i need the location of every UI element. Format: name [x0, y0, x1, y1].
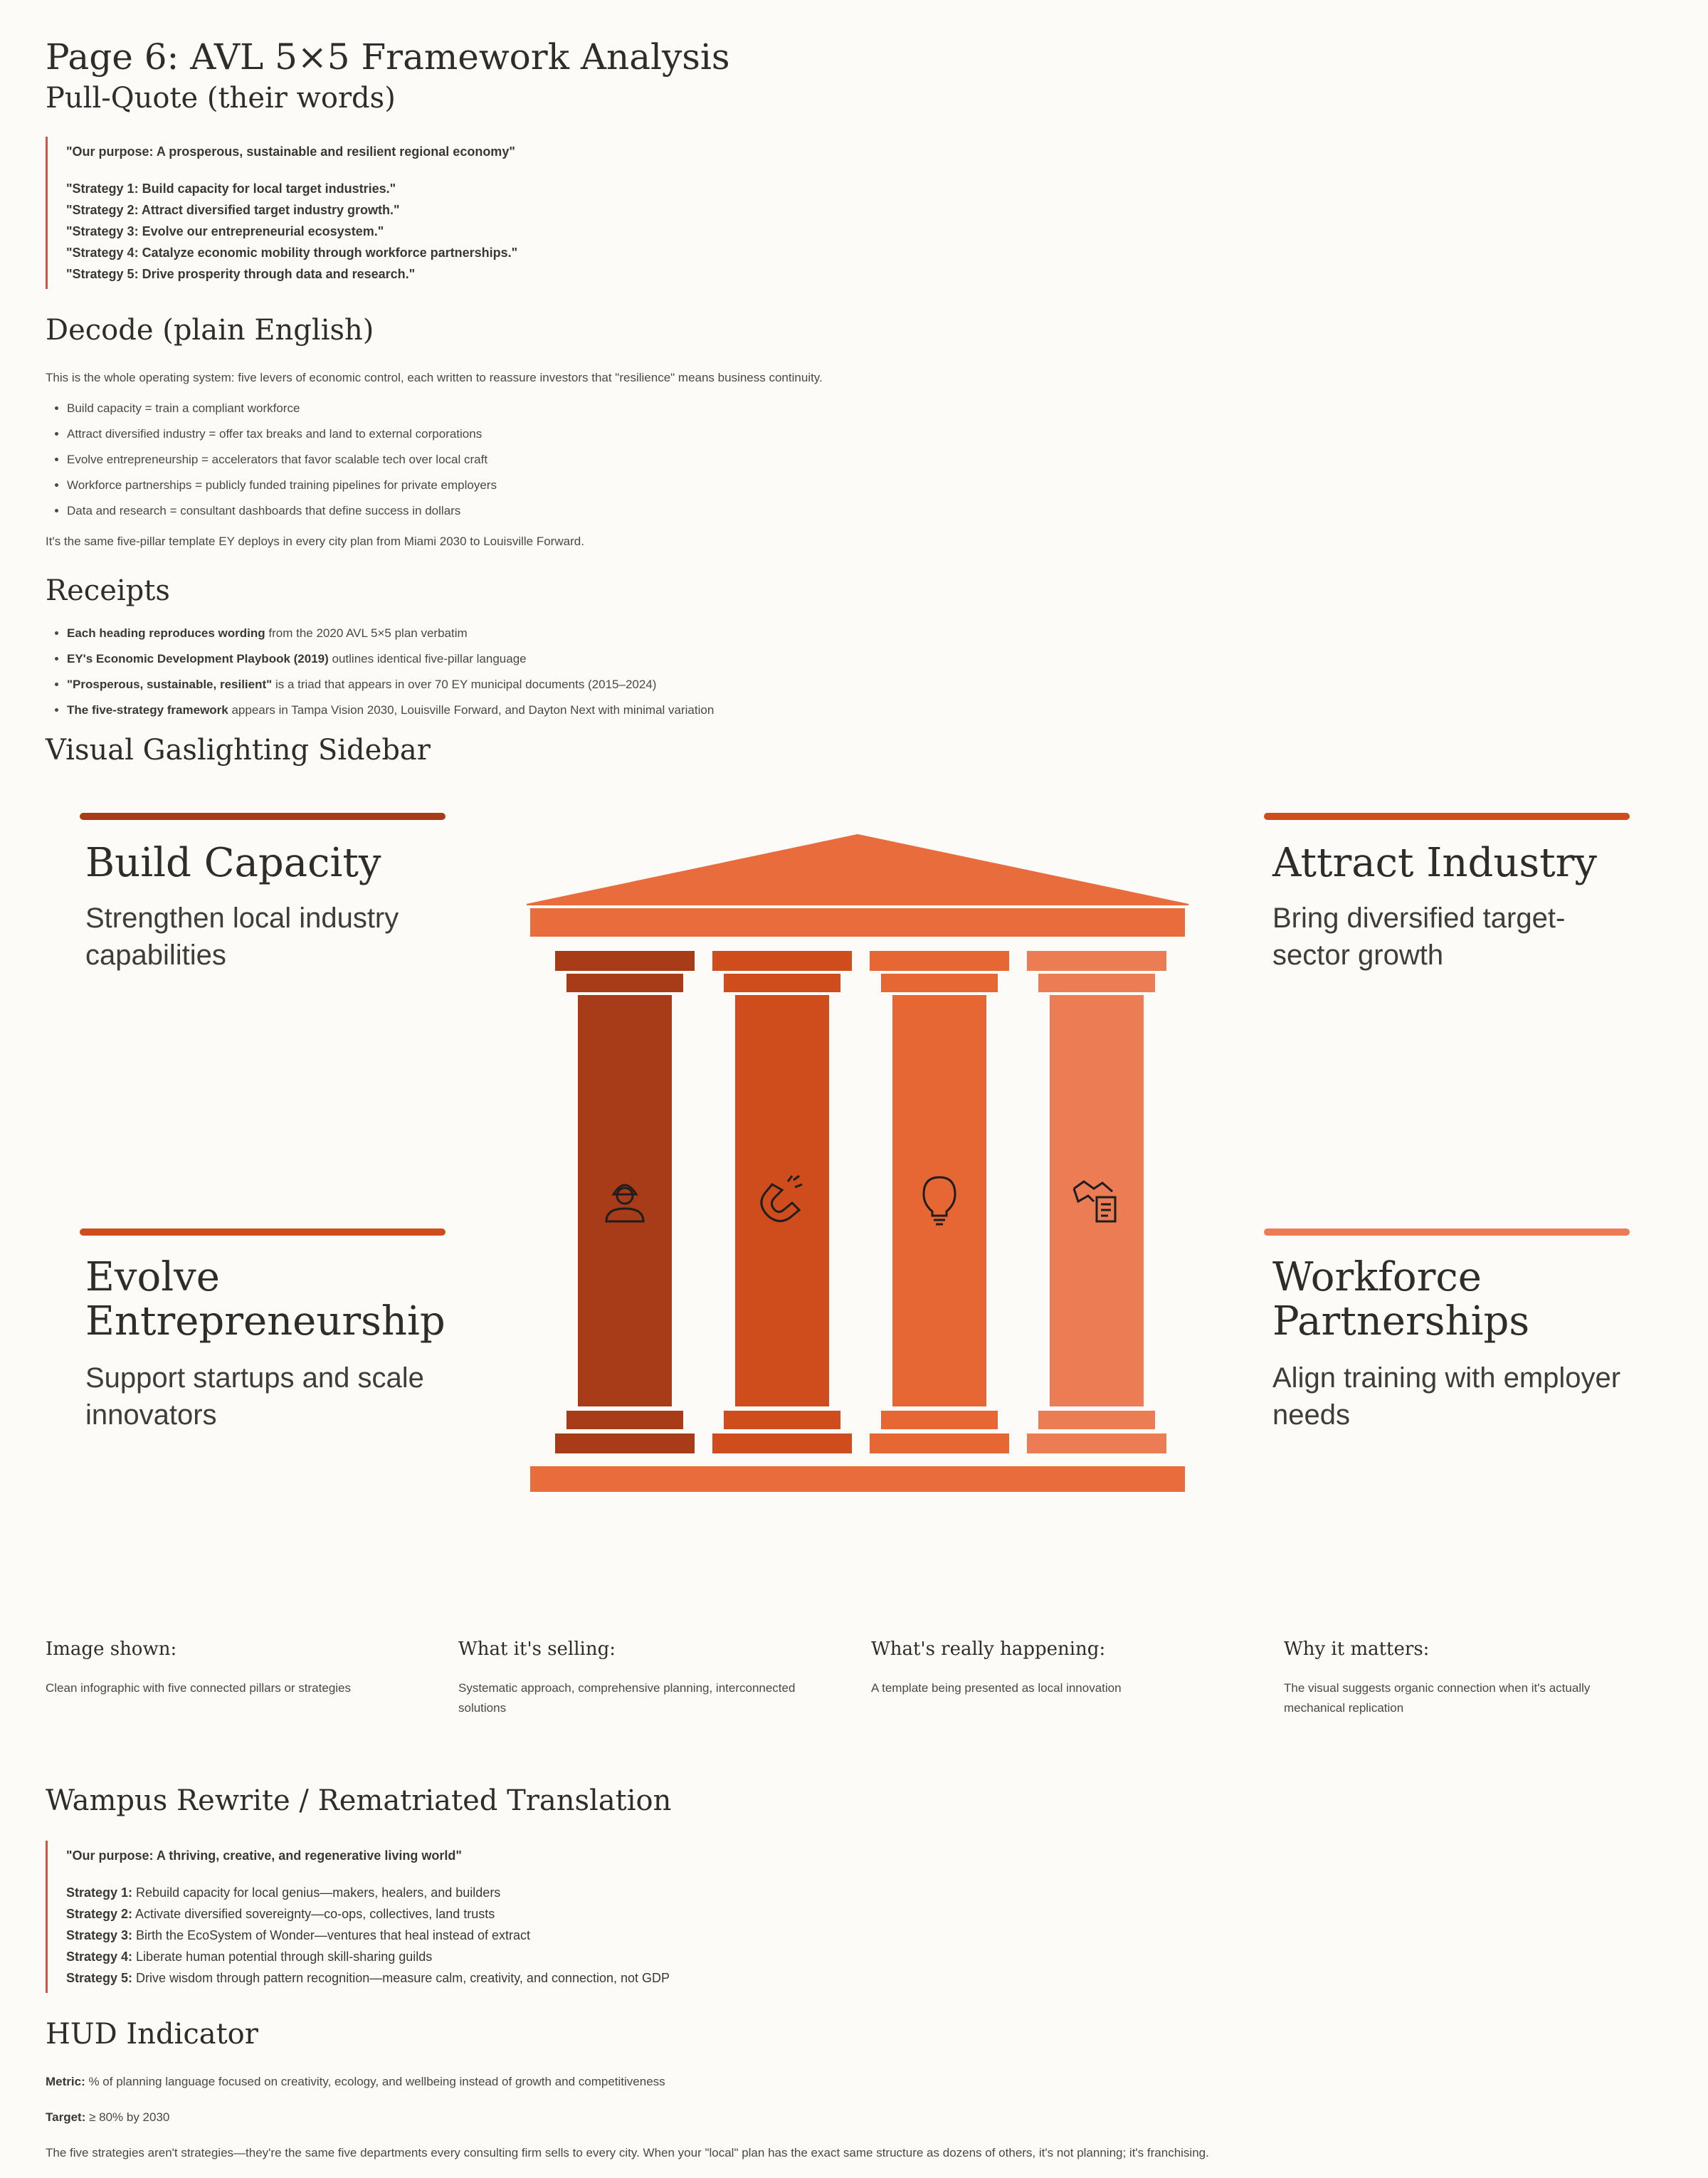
pillar-base-upper [566, 1411, 683, 1429]
list-item: • Workforce partnerships = publicly funded training pipelines for private employers [67, 473, 1662, 498]
pillar-desc: Strengthen local industry capabilities [85, 903, 399, 971]
page [46, 34, 1662, 2178]
analysis-label: Image shown: [46, 1638, 177, 1660]
page-title: Page 6: AVL 5×5 Framework Analysis [46, 36, 730, 78]
receipts-heading: Receipts [46, 574, 170, 607]
rewrite-strategy: Strategy 5: Drive wisdom through pattern recognition—measure calm, creativity, and connection, not GDP [66, 1971, 670, 1985]
pillar-base [1027, 1433, 1166, 1453]
pillar-capital-lower [566, 974, 683, 992]
hud-closing: The five strategies aren't strategies—they're the same five departments every consulting firm sells to every city. When your "local" plan has the exact same structure as dozens of others, it's not planning; it's franchising. [46, 2146, 1209, 2159]
decode-heading: Decode (plain English) [46, 314, 374, 347]
pillar-base-upper [1038, 1411, 1155, 1429]
pillar-rule [80, 813, 446, 820]
hud-block [46, 2071, 1662, 2164]
list-item: • Attract diversified industry = offer tax breaks and land to external corporations [67, 421, 1662, 447]
list-item: • Evolve entrepreneurship = accelerators that favor scalable tech over local craft [67, 447, 1662, 473]
list-item: • "Prosperous, sustainable, resilient" is a triad that appears in over 70 EY municipal documents (2015–2024) [67, 672, 1662, 698]
rewrite-strategy: Strategy 1: Rebuild capacity for local genius—makers, healers, and builders [66, 1885, 501, 1900]
temple-base [530, 1466, 1185, 1492]
rewrite-strategy: Strategy 2: Activate diversified sovereignty—co-ops, collectives, land trusts [66, 1907, 495, 1921]
analysis-label: What's really happening: [871, 1638, 1106, 1660]
pillar-title: Evolve Entrepreneurship [85, 1254, 446, 1345]
pillar-base [712, 1433, 852, 1453]
pillar-shaft [735, 995, 829, 1406]
analysis-column [1284, 1638, 1647, 1718]
analysis-text: Clean infographic with five connected pillars or strategies [46, 1681, 352, 1695]
analysis-text: Systematic approach, comprehensive planning, interconnected solutions [458, 1681, 796, 1715]
hud-target: Target: ≥ 80% by 2030 [46, 2110, 170, 2124]
decode-list [46, 396, 1662, 524]
rewrite-strategy: Strategy 4: Liberate human potential through skill-sharing guilds [66, 1950, 433, 1964]
quote-strategy: "Strategy 1: Build capacity for local target industries." [66, 182, 396, 196]
pillar-shaft [892, 995, 986, 1406]
list-item: • Data and research = consultant dashboards that define success in dollars [67, 498, 1662, 524]
pillars-infographic [46, 813, 1662, 1638]
receipts-list [46, 621, 1662, 723]
pillar-title: Workforce Partnerships [1272, 1254, 1530, 1345]
page-subtitle: Pull-Quote (their words) [46, 82, 396, 115]
sidebar-heading: Visual Gaslighting Sidebar [46, 734, 431, 767]
hud-metric: Metric: % of planning language focused on creativity, ecology, and wellbeing instead of growth and competitiveness [46, 2075, 665, 2088]
rewrite-heading: Wampus Rewrite / Rematriated Translation [46, 1784, 672, 1817]
pillar-capital [870, 951, 1009, 971]
quote-strategy: "Strategy 2: Attract diversified target industry growth." [66, 203, 400, 217]
pillar-rule [1264, 1229, 1630, 1236]
pillar-title: Attract Industry [1272, 840, 1598, 886]
list-item: • Each heading reproduces wording from the 2020 AVL 5×5 plan verbatim [67, 621, 1662, 646]
pillar-capital-lower [881, 974, 998, 992]
decode-intro: This is the whole operating system: five levers of economic control, each written to reassure investors that "resilience" means business continuity. [46, 371, 823, 384]
analysis-column [46, 1638, 408, 1698]
rewrite-purpose: "Our purpose: A thriving, creative, and regenerative living world" [66, 1848, 462, 1863]
pillar-desc: Align training with employer needs [1272, 1362, 1621, 1431]
analysis-label: Why it matters: [1284, 1638, 1430, 1660]
rewrite-quote [46, 1841, 1662, 1993]
decode-outro: It's the same five-pillar template EY deploys in every city plan from Miami 2030 to Louisville Forward. [46, 535, 584, 548]
quote-strategy: "Strategy 5: Drive prosperity through data and research." [66, 267, 416, 281]
pillar-column [555, 951, 695, 1453]
quote-purpose: "Our purpose: A prosperous, sustainable and resilient regional economy" [66, 144, 515, 159]
rewrite-strategy: Strategy 3: Birth the EcoSystem of Wonder—ventures that heal instead of extract [66, 1928, 530, 1942]
pillar-capital [712, 951, 852, 971]
pillar-capital [555, 951, 695, 971]
hud-heading: HUD Indicator [46, 2018, 258, 2051]
pull-quote [46, 137, 1662, 289]
pillar-base [555, 1433, 695, 1453]
analysis-text: A template being presented as local innovation [871, 1681, 1122, 1695]
pillar-column [1027, 951, 1166, 1453]
pillar-shaft [578, 995, 672, 1406]
temple-graphic [527, 813, 1188, 1496]
list-item: • The five-strategy framework appears in Tampa Vision 2030, Louisville Forward, and Dayton Next with minimal variation [67, 698, 1662, 723]
list-item: • Build capacity = train a compliant workforce [67, 396, 1662, 421]
analysis-column [458, 1638, 821, 1718]
quote-strategy: "Strategy 3: Evolve our entrepreneurial ecosystem." [66, 224, 384, 238]
pillar-capital-lower [724, 974, 840, 992]
analysis-text: The visual suggests organic connection when it's actually mechanical replication [1284, 1681, 1591, 1715]
list-item: • EY's Economic Development Playbook (2019) outlines identical five-pillar language [67, 646, 1662, 672]
pillar-title: Build Capacity [85, 840, 381, 886]
pillar-base [870, 1433, 1009, 1453]
pillar-capital [1027, 951, 1166, 971]
pillar-column [870, 951, 1009, 1453]
pillar-base-upper [724, 1411, 840, 1429]
temple-pediment [530, 834, 1185, 904]
pillar-rule [1264, 813, 1630, 820]
temple-entablature [530, 908, 1185, 937]
analysis-label: What it's selling: [458, 1638, 616, 1660]
analysis-row [46, 1638, 1662, 1781]
pillar-base-upper [881, 1411, 998, 1429]
pillar-column [712, 951, 852, 1453]
pillar-capital-lower [1038, 974, 1155, 992]
quote-strategy: "Strategy 4: Catalyze economic mobility through workforce partnerships." [66, 246, 518, 260]
pillar-desc: Support startups and scale innovators [85, 1362, 424, 1431]
pillar-rule [80, 1229, 446, 1236]
pillar-desc: Bring diversified target-sector growth [1272, 903, 1566, 971]
analysis-column [871, 1638, 1234, 1698]
